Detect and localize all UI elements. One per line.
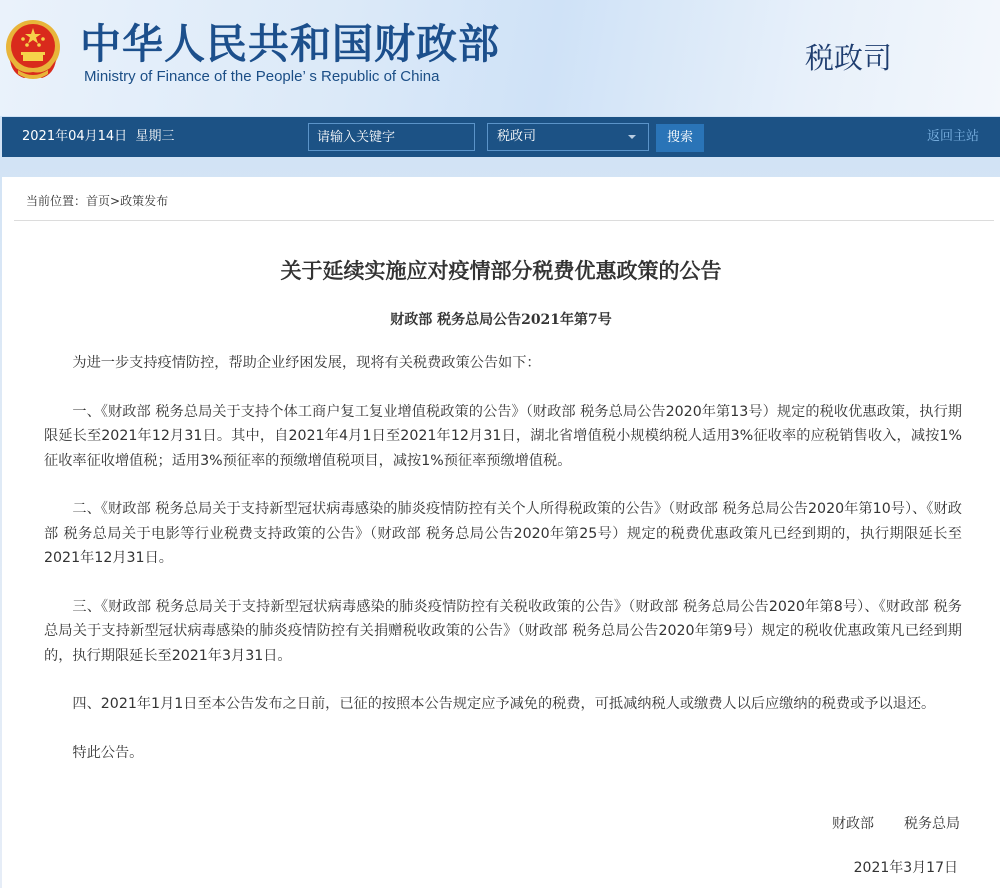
signed-date: 2021年3月17日 bbox=[853, 860, 958, 876]
search-button[interactable]: 搜索 bbox=[656, 124, 704, 152]
site-title-en: Ministry of Finance of the People’ s Republic of China bbox=[84, 68, 440, 85]
breadcrumb-label: 当前位置： bbox=[26, 194, 87, 208]
site-header bbox=[0, 0, 1000, 116]
article-body bbox=[44, 351, 962, 789]
signatory-sat: 税务总局 bbox=[904, 816, 960, 832]
article-container bbox=[2, 177, 1000, 888]
weekday-text: 星期三 bbox=[135, 129, 175, 144]
paragraph-closing: 特此公告。 bbox=[72, 744, 144, 761]
nav-bar bbox=[2, 117, 1000, 157]
paragraph-intro: 为进一步支持疫情防控，帮助企业纾困发展，现将有关税费政策公告如下： bbox=[72, 355, 541, 371]
article-title: 关于延续实施应对疫情部分税费优惠政策的公告 bbox=[280, 259, 722, 283]
site-title-cn: 中华人民共和国财政部 bbox=[80, 20, 500, 68]
breadcrumb bbox=[26, 193, 168, 209]
search-input[interactable] bbox=[308, 123, 475, 151]
current-date bbox=[22, 128, 174, 146]
scope-select[interactable] bbox=[487, 123, 649, 151]
signatory-mof: 财政部 bbox=[832, 816, 874, 832]
breadcrumb-home[interactable]: 首页 bbox=[86, 194, 111, 208]
scope-select-value: 税政司 bbox=[497, 129, 537, 144]
paragraph-4: 四、2021年1月1日至本公告发布之日前，已征的按照本公告规定应予减免的税费，可抵减纳税人或缴费人以后应缴纳的税费或予以退还。 bbox=[72, 696, 936, 712]
paragraph-2: 二、《财政部 税务总局关于支持新型冠状病毒感染的肺炎疫情防控有关个人所得税政策的公告》（财政部 税务总局公告2020年第10号）、《财政部 税务总局关于电影等行业税费支持政策的公告》（财政部 税务总局公告2020年第25号）规定的税费优惠政策凡已经到期的，执行期限延长至2021年12月31日。 bbox=[44, 501, 962, 566]
paragraph-1: 一、《财政部 税务总局关于支持个体工商户复工复业增值税政策的公告》（财政部 税务总局公告2020年第13号）规定的税收优惠政策，执行期限延长至2021年12月31日。其中，自2021年4月1日至2021年12月31日，湖北省增值税小规模纳税人适用3%征收率的应税销售收入，减按1%征收率征收增值税；适用3%预征率的预缴增值税项目，减按1%预征率预缴增值税。 bbox=[44, 403, 962, 469]
signatories bbox=[832, 814, 960, 834]
national-emblem-icon bbox=[4, 18, 62, 84]
chevron-down-icon bbox=[628, 135, 636, 139]
department-name: 税政司 bbox=[805, 41, 893, 75]
document-number: 财政部 税务总局公告2021年第7号 bbox=[390, 312, 612, 328]
paragraph-3: 三、《财政部 税务总局关于支持新型冠状病毒感染的肺炎疫情防控有关税收政策的公告》（财政部 税务总局公告2020年第8号）、《财政部 税务总局关于支持新型冠状病毒感染的肺炎疫情防控有关捐赠税收政策的公告》（财政部 税务总局公告2020年第9号）规定的税收优惠政策凡已经到期的，执行期限延长至2021年3月31日。 bbox=[44, 598, 962, 664]
date-text: 2021年04月14日 bbox=[22, 129, 128, 144]
divider bbox=[14, 220, 994, 221]
breadcrumb-separator: > bbox=[110, 194, 121, 208]
return-home-link[interactable]: 返回主站 bbox=[927, 129, 980, 144]
breadcrumb-policy-release[interactable]: 政策发布 bbox=[120, 194, 169, 208]
